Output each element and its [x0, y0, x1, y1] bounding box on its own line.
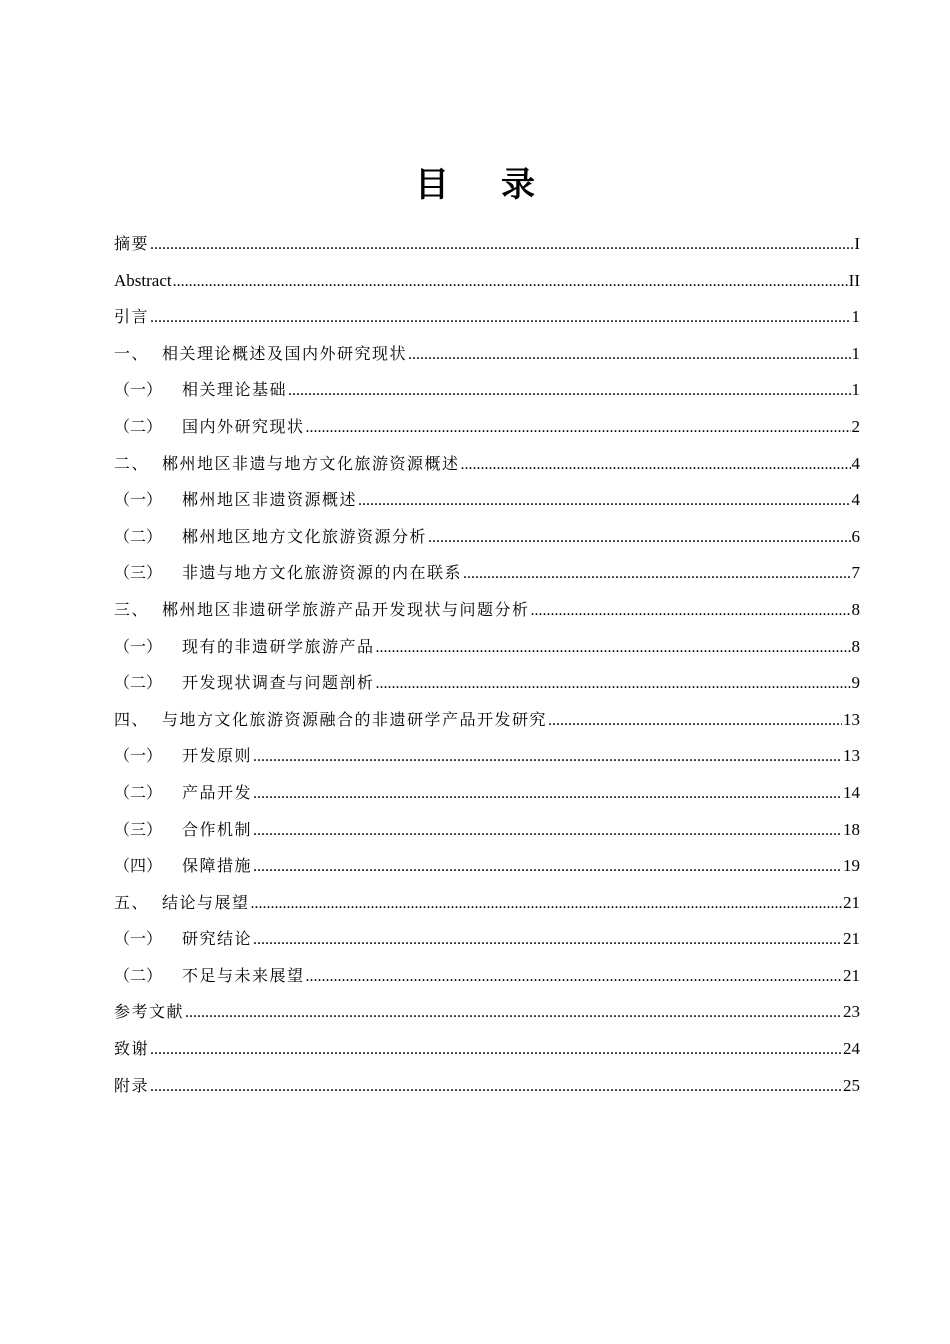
toc-entry-number: 三、 [114, 599, 150, 619]
toc-entry-number: 五、 [114, 892, 150, 912]
toc-entry-title [114, 555, 462, 592]
toc-entry-number: （二） [114, 782, 163, 802]
toc-entry-label: 致谢 [114, 1039, 150, 1059]
toc-entry[interactable] [114, 812, 860, 849]
toc-entry-page: 14 [843, 782, 860, 802]
dot-leader [306, 959, 842, 996]
dot-leader [150, 1069, 842, 1106]
dot-leader [408, 337, 850, 374]
dot-leader [150, 300, 850, 337]
toc-entry-page: 2 [851, 416, 860, 436]
toc-entry[interactable] [114, 994, 860, 1031]
toc-entry[interactable] [114, 665, 860, 702]
toc-entry-label: 郴州地区非遗研学旅游产品开发现状与问题分析 [162, 599, 530, 619]
toc-entry[interactable] [114, 958, 860, 995]
table-of-contents [114, 226, 860, 1104]
toc-entry-label: 引言 [114, 307, 150, 327]
toc-entry-label: 相关理论基础 [182, 380, 288, 400]
dot-leader [531, 593, 851, 630]
toc-entry-label: 与地方文化旅游资源融合的非遗研学产品开发研究 [162, 709, 548, 729]
toc-entry-title [114, 1068, 149, 1105]
toc-entry-number: （二） [114, 965, 163, 985]
toc-entry-page: 13 [843, 709, 860, 729]
toc-entry-title [114, 519, 427, 556]
toc-entry-label: 产品开发 [182, 782, 253, 802]
dot-leader [463, 556, 850, 593]
toc-entry-title [114, 226, 149, 263]
toc-entry-label: 保障措施 [182, 856, 253, 876]
dot-leader [253, 739, 842, 776]
toc-entry-page: 8 [851, 636, 860, 656]
toc-entry-number: （一） [114, 490, 163, 510]
toc-entry-title [114, 958, 305, 995]
dot-leader [288, 373, 850, 410]
dot-leader [185, 995, 842, 1032]
toc-entry-title [114, 592, 530, 629]
toc-entry-page: 4 [851, 453, 860, 473]
toc-entry-number: 二、 [114, 453, 150, 473]
toc-entry[interactable] [114, 775, 860, 812]
toc-entry-number: （三） [114, 819, 163, 839]
dot-leader [253, 922, 842, 959]
dot-leader [253, 776, 842, 813]
toc-entry-label: 合作机制 [182, 819, 253, 839]
toc-entry[interactable] [114, 629, 860, 666]
toc-entry-number: 一、 [114, 343, 150, 363]
toc-entry-page: 9 [851, 673, 860, 693]
toc-entry[interactable] [114, 1068, 860, 1105]
toc-entry-number: （二） [114, 416, 163, 436]
toc-entry-number: （一） [114, 929, 163, 949]
toc-entry-page: 13 [843, 746, 860, 766]
toc-entry[interactable] [114, 336, 860, 373]
toc-entry-page: 4 [851, 490, 860, 510]
toc-entry[interactable] [114, 885, 860, 922]
toc-entry-page: 19 [843, 856, 860, 876]
toc-entry[interactable] [114, 226, 860, 263]
toc-entry-page: 24 [843, 1039, 860, 1059]
toc-entry-page: 21 [843, 892, 860, 912]
toc-entry-label: 摘要 [114, 234, 150, 253]
toc-entry[interactable] [114, 482, 860, 519]
toc-entry-page: II [848, 270, 860, 290]
toc-entry[interactable] [114, 921, 860, 958]
dot-leader [150, 227, 853, 264]
dot-leader [150, 1032, 842, 1069]
toc-entry-page: 23 [843, 1002, 860, 1022]
toc-entry[interactable] [114, 372, 860, 409]
toc-entry-label: 附录 [114, 1075, 150, 1095]
toc-entry-number: （二） [114, 673, 163, 693]
toc-entry-page: 8 [851, 599, 860, 619]
dot-leader [376, 630, 851, 667]
toc-entry-number: （四） [114, 856, 163, 876]
toc-entry-page: 25 [843, 1075, 860, 1095]
toc-entry-title [114, 446, 460, 483]
toc-entry-page: 21 [843, 929, 860, 949]
toc-entry[interactable] [114, 738, 860, 775]
toc-entry-title [114, 482, 357, 519]
toc-entry[interactable] [114, 263, 860, 300]
toc-entry-title [114, 665, 375, 702]
toc-entry-label: 开发现状调查与问题剖析 [182, 673, 375, 693]
toc-entry-title [114, 372, 287, 409]
toc-entry[interactable] [114, 702, 860, 739]
toc-entry[interactable] [114, 1031, 860, 1068]
toc-entry-label: 不足与未来展望 [182, 965, 305, 985]
toc-entry-title [114, 885, 250, 922]
toc-entry-page: 7 [851, 563, 860, 583]
toc-entry-label: 郴州地区非遗与地方文化旅游资源概述 [162, 453, 460, 473]
toc-entry[interactable] [114, 592, 860, 629]
toc-entry-title [114, 738, 252, 775]
toc-entry-label: 现有的非遗研学旅游产品 [182, 636, 375, 656]
dot-leader [306, 410, 851, 447]
toc-entry-page: 18 [843, 819, 860, 839]
toc-entry-number: （一） [114, 636, 163, 656]
dot-leader [376, 666, 851, 703]
toc-entry-title [114, 994, 184, 1031]
toc-entry-title [114, 921, 252, 958]
dot-leader [173, 264, 848, 301]
toc-entry-number: （二） [114, 526, 163, 546]
page-title: 目录 [415, 165, 587, 205]
toc-entry-label: Abstract [114, 270, 172, 290]
dot-leader [253, 813, 842, 850]
toc-entry-number: （一） [114, 746, 163, 766]
toc-entry-label: 研究结论 [182, 929, 253, 949]
dot-leader [428, 520, 850, 557]
toc-entry-label: 开发原则 [182, 746, 253, 766]
toc-entry-label: 非遗与地方文化旅游资源的内在联系 [182, 563, 463, 583]
toc-entry-label: 国内外研究现状 [182, 416, 305, 436]
dot-leader [548, 703, 842, 740]
toc-entry-page: 1 [851, 380, 860, 400]
toc-entry-title [114, 409, 305, 446]
toc-entry-number: （一） [114, 380, 163, 400]
toc-entry-number: 四、 [114, 709, 150, 729]
toc-entry[interactable] [114, 848, 860, 885]
toc-entry-title [114, 812, 252, 849]
toc-entry[interactable] [114, 446, 860, 483]
toc-entry-title [114, 702, 547, 739]
toc-entry-title [114, 263, 172, 300]
toc-entry-label: 结论与展望 [162, 892, 250, 912]
toc-entry-title [114, 848, 252, 885]
toc-entry-label: 参考文献 [114, 1002, 185, 1022]
toc-entry-title [114, 775, 252, 812]
dot-leader [253, 849, 842, 886]
toc-entry-title [114, 629, 375, 666]
toc-entry-label: 郴州地区地方文化旅游资源分析 [182, 526, 428, 546]
dot-leader [251, 886, 842, 923]
toc-entry-title [114, 1031, 149, 1068]
toc-entry[interactable] [114, 555, 860, 592]
toc-entry-label: 相关理论概述及国内外研究现状 [162, 343, 408, 363]
toc-entry[interactable] [114, 519, 860, 556]
toc-entry-label: 郴州地区非遗资源概述 [182, 490, 358, 510]
dot-leader [461, 447, 851, 484]
toc-entry[interactable] [114, 409, 860, 446]
toc-entry-title [114, 336, 407, 373]
toc-entry-page: I [854, 234, 860, 253]
toc-entry-number: （三） [114, 563, 163, 583]
toc-entry[interactable] [114, 299, 860, 336]
toc-entry-title [114, 299, 149, 336]
toc-entry-page: 6 [851, 526, 860, 546]
dot-leader [358, 483, 850, 520]
toc-entry-page: 1 [851, 307, 860, 327]
toc-entry-page: 21 [843, 965, 860, 985]
toc-entry-page: 1 [851, 343, 860, 363]
